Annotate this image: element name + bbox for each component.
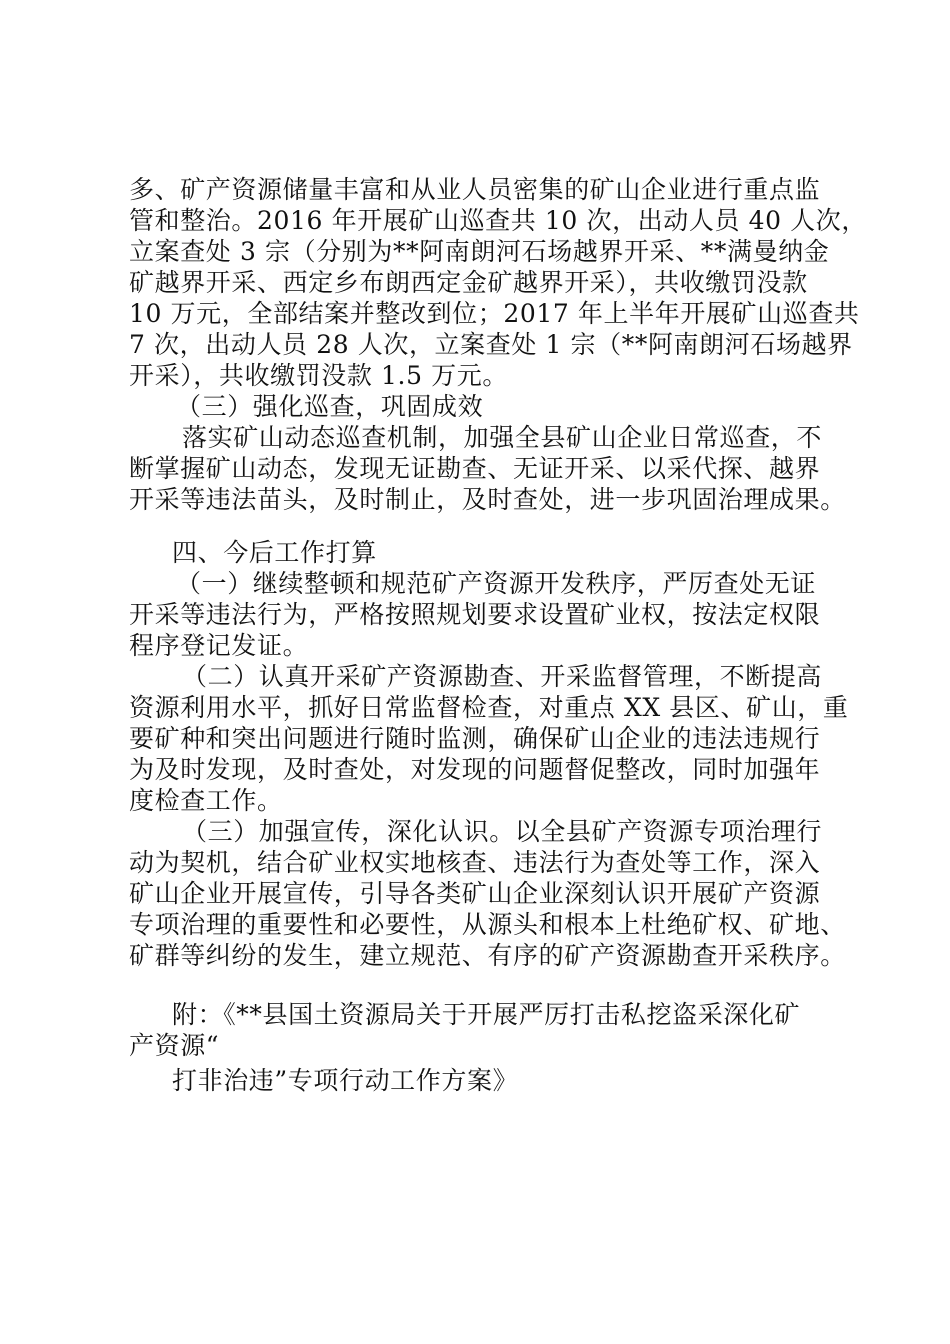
body-text-line: 矿越界开采、西定乡布朗西定金矿越界开采），共收缴罚没款	[129, 268, 808, 297]
body-text-line: （一）继续整顿和规范矿产资源开发秩序，严厉查处无证	[176, 569, 817, 598]
attachment-line: 产资源“	[129, 1031, 220, 1060]
body-text-line: 管和整治。2016 年开展矿山巡查共 10 次，出动人员 40 人次，	[129, 206, 867, 235]
subsection-heading: （三）强化巡查，巩固成效	[176, 392, 484, 421]
body-text-line: 矿山企业开展宣传，引导各类矿山企业深刻认识开展矿产资源	[129, 879, 821, 908]
attachment-line: 附：《**县国土资源局关于开展严厉打击私挖盗采深化矿	[172, 1000, 801, 1029]
body-text-line: （二）认真开采矿产资源勘查、开采监督管理，不断提高	[182, 662, 823, 691]
body-text-line: 专项治理的重要性和必要性，从源头和根本上杜绝矿权、矿地、	[129, 910, 846, 939]
body-text-line: 度检查工作。	[129, 786, 283, 815]
body-text-line: 开采），共收缴罚没款 1.5 万元。	[129, 361, 508, 390]
body-text-line: 开采等违法苗头，及时制止，及时查处，进一步巩固治理成果。	[129, 485, 846, 514]
body-text-line: 10 万元，全部结案并整改到位；2017 年上半年开展矿山巡查共	[129, 299, 860, 328]
body-text-line: 断掌握矿山动态，发现无证勘查、无证开采、以采代探、越界	[129, 454, 821, 483]
body-text-line: 落实矿山动态巡查机制，加强全县矿山企业日常巡查，不	[182, 423, 823, 452]
attachment-line: 打非治违”专项行动工作方案》	[172, 1066, 519, 1095]
body-text-line: 开采等违法行为，严格按照规划要求设置矿业权，按法定权限	[129, 600, 821, 629]
body-text-line: 7 次，出动人员 28 人次，立案查处 1 宗（**阿南朗河石场越界	[129, 330, 853, 359]
body-text-line: 动为契机，结合矿业权实地核查、违法行为查处等工作，深入	[129, 848, 821, 877]
body-text-line: 立案查处 3 宗（分别为**阿南朗河石场越界开采、**满曼纳金	[129, 237, 830, 266]
body-text-line: 要矿种和突出问题进行随时监测，确保矿山企业的违法违规行	[129, 724, 821, 753]
body-text-line: 程序登记发证。	[129, 631, 309, 660]
body-text-line: 为及时发现，及时查处，对发现的问题督促整改，同时加强年	[129, 755, 821, 784]
section-heading: 四、今后工作打算	[172, 538, 377, 567]
body-text-line: 多、矿产资源储量丰富和从业人员密集的矿山企业进行重点监	[129, 175, 821, 204]
body-text-line: 资源利用水平，抓好日常监督检查，对重点 XX 县区、矿山，重	[129, 693, 849, 722]
body-text-line: 矿群等纠纷的发生，建立规范、有序的矿产资源勘查开采秩序。	[129, 941, 846, 970]
body-text-line: （三）加强宣传，深化认识。以全县矿产资源专项治理行	[182, 817, 823, 846]
